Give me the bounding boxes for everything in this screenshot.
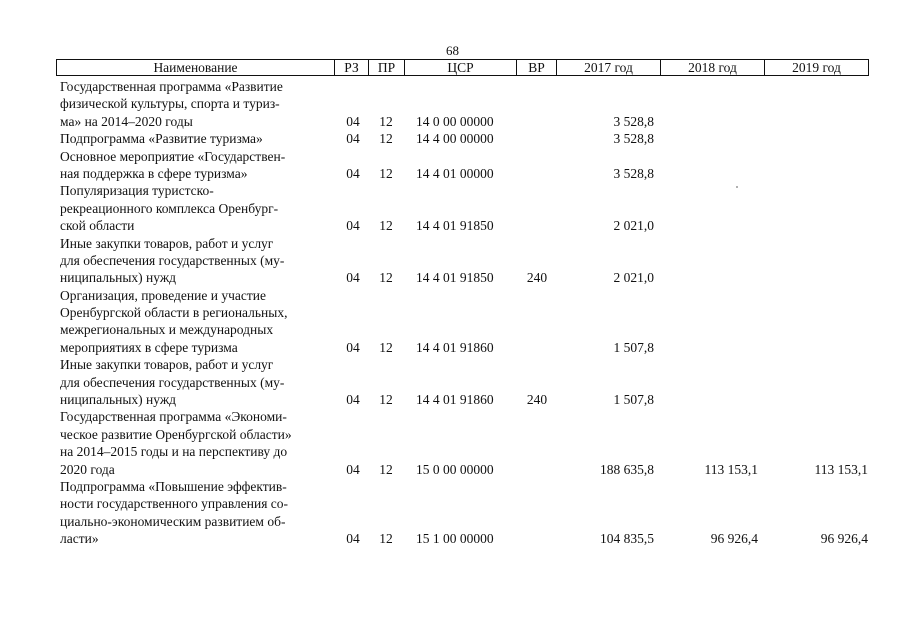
row-name (56, 287, 330, 357)
row-name-line: физической культуры, спорта и туриз- (60, 96, 280, 112)
cell-2017: 3 528,8 (613, 113, 654, 129)
cell-2017: 1 507,8 (613, 339, 654, 355)
cell-pr: 12 (379, 461, 393, 477)
table-row (56, 408, 876, 478)
header-rz: РЗ (335, 60, 369, 75)
row-name-line: циально-экономическим развитием об- (60, 513, 286, 529)
cell-vr: 240 (526, 392, 548, 408)
cell-2019: 113 153,1 (814, 461, 868, 477)
cell-csr: 14 0 00 00000 (416, 113, 494, 129)
cell-2018: 113 153,1 (704, 461, 758, 477)
row-name-line: ласти» (60, 531, 99, 547)
row-name-line: Основное мероприятие «Государствен- (60, 148, 286, 164)
row-name-line: Популяризация туристско- (60, 183, 214, 199)
cell-pr: 12 (379, 392, 393, 408)
table-header (56, 59, 869, 76)
row-name (56, 78, 330, 130)
cell-pr: 12 (379, 218, 393, 234)
row-name-line: ма» на 2014–2020 годы (60, 113, 193, 129)
cell-vr: 240 (526, 270, 548, 286)
header-vr: ВР (517, 60, 557, 75)
row-name-line: межрегиональных и международных (60, 322, 274, 338)
row-name-line: рекреационного комплекса Оренбург- (60, 200, 279, 216)
table-row (56, 78, 876, 130)
cell-rz: 04 (346, 131, 360, 147)
row-name (56, 408, 330, 478)
cell-csr: 14 4 00 00000 (416, 131, 494, 147)
row-name-line: ниципальных) нужд (60, 270, 177, 286)
header-name: Наименование (57, 60, 335, 75)
row-name-line: Государственная программа «Экономи- (60, 409, 287, 425)
row-name (56, 182, 330, 234)
cell-csr: 14 4 01 91860 (416, 392, 494, 408)
row-name-line: 2020 года (60, 461, 115, 477)
cell-rz: 04 (346, 339, 360, 355)
table-row (56, 287, 876, 357)
cell-2017: 3 528,8 (613, 165, 654, 181)
cell-csr: 14 4 01 91860 (416, 339, 494, 355)
row-name-line: Иные закупки товаров, работ и услуг (60, 235, 274, 251)
row-name-line: для обеспечения государственных (му- (60, 374, 285, 390)
table-row (56, 148, 876, 183)
cell-pr: 12 (379, 531, 393, 547)
row-name (56, 148, 330, 183)
table-body (56, 78, 876, 548)
row-name-line: Иные закупки товаров, работ и услуг (60, 357, 274, 373)
table-row (56, 235, 876, 287)
cell-rz: 04 (346, 270, 360, 286)
cell-pr: 12 (379, 165, 393, 181)
row-name-line: ности государственного управления со- (60, 496, 289, 512)
table-row (56, 478, 876, 548)
row-name-line: ная поддержка в сфере туризма» (60, 165, 248, 181)
header-2017: 2017 год (557, 60, 661, 75)
row-name-line: ческое развитие Оренбургской области» (60, 426, 292, 442)
cell-2017: 3 528,8 (613, 131, 654, 147)
table-row (56, 182, 876, 234)
header-pr: ПР (369, 60, 405, 75)
row-name-line: ской области (60, 218, 135, 234)
cell-pr: 12 (379, 270, 393, 286)
cell-rz: 04 (346, 165, 360, 181)
cell-csr: 15 0 00 00000 (416, 461, 494, 477)
header-2018: 2018 год (661, 60, 765, 75)
row-name-line: ниципальных) нужд (60, 392, 177, 408)
header-2019: 2019 год (792, 60, 841, 75)
cell-rz: 04 (346, 531, 360, 547)
cell-2018: 96 926,4 (710, 531, 758, 547)
row-name-line: мероприятиях в сфере туризма (60, 339, 238, 355)
row-name (56, 235, 330, 287)
row-name-line: Подпрограмма «Повышение эффектив- (60, 478, 287, 494)
row-name-line: Государственная программа «Развитие (60, 79, 283, 94)
page-number: 68 (446, 43, 459, 58)
table-row (56, 356, 876, 408)
cell-csr: 15 1 00 00000 (416, 531, 494, 547)
cell-2017: 1 507,8 (613, 392, 654, 408)
cell-2017: 2 021,0 (613, 270, 654, 286)
cell-pr: 12 (379, 339, 393, 355)
cell-2017: 104 835,5 (600, 531, 654, 547)
cell-rz: 04 (346, 461, 360, 477)
row-name-line: Организация, проведение и участие (60, 287, 266, 303)
row-name-line: для обеспечения государственных (му- (60, 252, 285, 268)
cell-rz: 04 (346, 392, 360, 408)
cell-csr: 14 4 01 91850 (416, 270, 494, 286)
cell-csr: 14 4 01 00000 (416, 165, 494, 181)
row-name (56, 478, 330, 548)
row-name-line: Оренбургской области в региональных, (60, 305, 288, 321)
cell-2019: 96 926,4 (820, 531, 868, 547)
table-row (56, 130, 876, 147)
cell-rz: 04 (346, 113, 360, 129)
header-csr: ЦСР (405, 60, 517, 75)
cell-2017: 188 635,8 (600, 461, 654, 477)
scan-speck (736, 186, 738, 188)
row-name (56, 356, 330, 408)
row-name (56, 130, 330, 147)
row-name-line: на 2014–2015 годы и на перспективу до (60, 444, 288, 460)
row-name-line: Подпрограмма «Развитие туризма» (60, 131, 263, 147)
cell-csr: 14 4 01 91850 (416, 218, 494, 234)
cell-pr: 12 (379, 113, 393, 129)
cell-rz: 04 (346, 218, 360, 234)
cell-pr: 12 (379, 131, 393, 147)
cell-2017: 2 021,0 (613, 218, 654, 234)
